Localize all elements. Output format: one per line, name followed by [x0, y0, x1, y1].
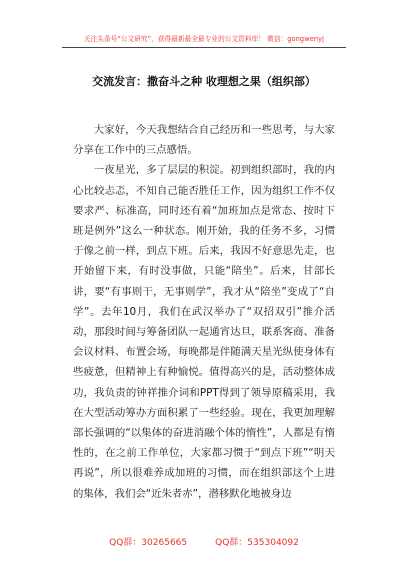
header-promo-note: 关注头条号“公文研究”，获得最新最全最专业的公文资料库！ 微信：gongwenyj [83, 35, 325, 43]
document-body [73, 120, 335, 504]
paragraph-main: 一夜星光，多了层层的积淀。初到组织部时，我的内心比较忐忑，不知自己能否胜任工作，因为组织工作不仅要求严、标准高，同时还有着“加班加点是常态、按时下班是例外”这么一种状态。刚开始，我的任务不多，习惯于像之前一样，到点下班。后来，我因不好意思先走，也开始留下来，有时没事做，只能“陪坐”。后来，甘部长讲，要“有事则干，无事则学”，我才从“陪坐”变成了“自学”。去年10月，我们在武汉举办了“双招双引”推介活动，那段时间与筹备团队一起通宵达旦，联系客商、准备会议材料、布置会场，每晚都是伴随满天星光纵使身体有些疲惫，但精神上有种愉悦。值得高兴的是，活动整体成功，我负责的钟祥推介词和PPT得到了领导原稿采用，我在大型活动筹办方面积累了一些经验。现在，我更加理解部长强调的“以集体的奋进消融个体的惰性”，人都是有惰性的，在之前工作单位，大家都习惯于“到点下班”“明天再说”，所以很难养成加班的习惯，而在组织部这个上进的集体，我们会“近朱者赤”，潜移默化地被身边 [73, 164, 335, 500]
paragraph-intro: 大家好，今天我想结合自己经历和一些思考，与大家分享在工作中的三点感悟。 [73, 124, 335, 157]
footer-qq-group-2: QQ群：535304092 [215, 538, 299, 548]
footer-qq-groups [0, 535, 408, 548]
header-divider [62, 47, 346, 48]
document-title: 交流发言：撒奋斗之种 收理想之果（组织部） [92, 75, 316, 88]
footer-qq-group-1: QQ群：30265665 [109, 538, 188, 548]
